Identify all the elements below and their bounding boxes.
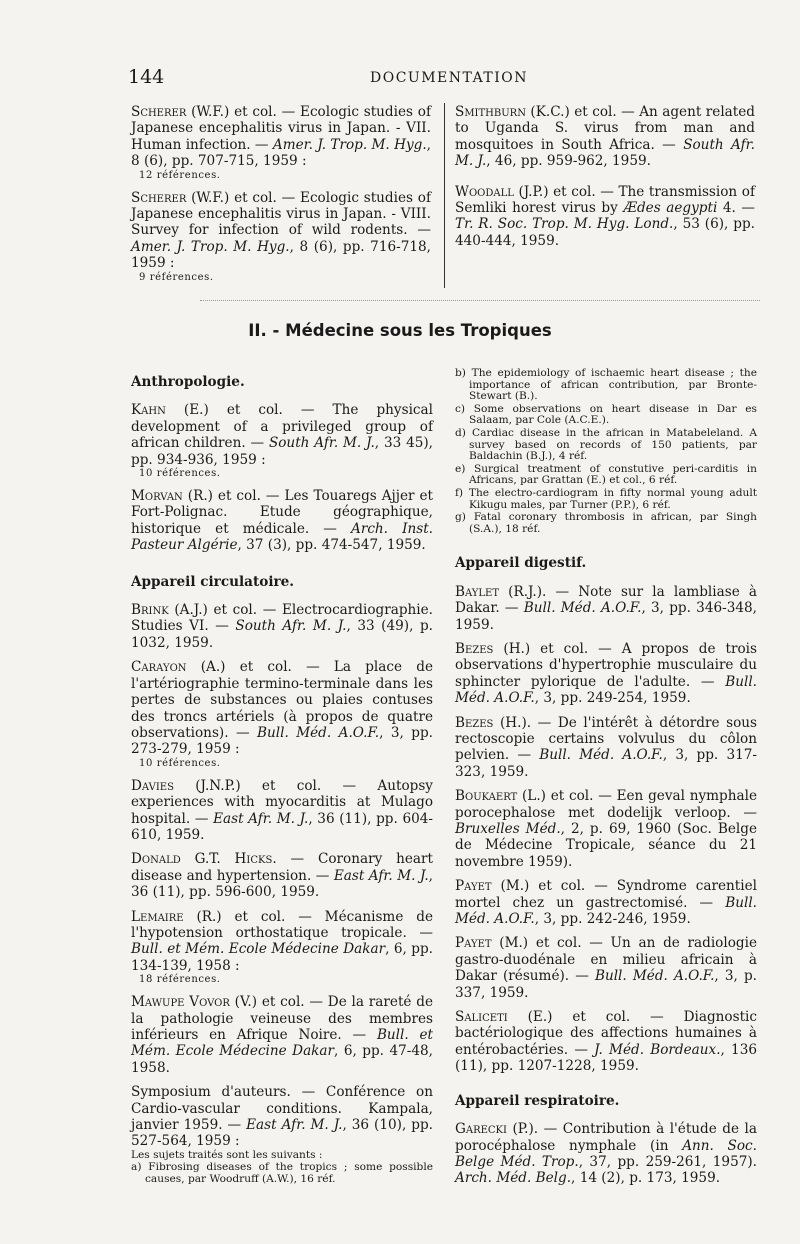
entry-text: (E.) et col. — Diagnostic bactériologique des affections humaines à entérobactéries. —	[455, 1009, 757, 1058]
entry-tail: , 36 (10), pp. 527-564, 1959 :	[131, 1117, 433, 1150]
reference-entry	[455, 935, 757, 1001]
subsection-heading: Appareil circulatoire.	[131, 573, 295, 590]
entry-journal: South Afr. M. J.	[455, 136, 755, 170]
reference-entry	[131, 659, 433, 757]
entry-journal: South Afr. M. J.	[235, 618, 347, 635]
reference-entry	[131, 851, 433, 900]
entry-journal: Ann. Soc. Belge Méd. Trop.	[455, 1137, 757, 1170]
reference-count: 18 références.	[139, 974, 221, 986]
entry-tail: , 6, pp. 134-139, 1958 :	[131, 941, 433, 974]
entry-tail-2: , 53 (6), pp. 440-444, 1959.	[455, 216, 755, 249]
entry-text: (M.) et col. — Syndrome carentiel mortel chez un gastrectomisé. —	[455, 878, 757, 911]
entry-journal: Bull. Méd. A.O.F.	[455, 894, 757, 928]
reference-entry	[455, 1009, 757, 1075]
entry-text: (K.C.) et col. — An agent related to Uganda S. virus from man and mosquitoes in South Africa. —	[455, 104, 755, 153]
entry-tail: , 6, pp. 47-48, 1958.	[131, 1043, 433, 1076]
entry-tail: , 36 (11), pp. 604-610, 1959.	[131, 810, 433, 843]
entry-text: (J.P.) et col. — The transmission of Semliki horest virus by	[455, 183, 755, 217]
reference-entry	[131, 190, 431, 272]
entry-text: (W.F.) et col. — Ecologic studies of Japanese encephalitis virus in Japan. - VII. Human infection. —	[131, 104, 431, 153]
entry-journal: Amer. J. Trop. M. Hyg.	[131, 238, 290, 255]
entry-journal: Bull. Méd. A.O.F.	[455, 673, 757, 707]
entry-journal: East Afr. M. J.	[213, 810, 309, 827]
symposium-item: b) The epidemiology of ischaemic heart disease ; the importance of african contribution, par Bronte-Stewart (B.).	[455, 367, 757, 403]
entry-tail: , 3, pp. 317-323, 1959.	[455, 747, 757, 780]
reference-entry	[455, 584, 757, 633]
entry-text: (E.) et col. — The physical development of a privileged group of african children. —	[131, 402, 433, 452]
entry-journal: Bull. Méd. A.O.F.	[539, 747, 663, 764]
entry-text: (R.) et col. — Mécanisme de l'hypotension orthostatique tropicale. —	[131, 908, 433, 941]
reference-count: 12 références.	[139, 169, 221, 181]
page-number: 144	[128, 66, 165, 88]
entry-tail: , 3, pp. 242-246, 1959.	[534, 911, 691, 928]
entry-journal: East Afr. M. J.	[246, 1117, 343, 1134]
entry-journal: Bull. Méd. A.O.F.	[594, 968, 715, 985]
reference-entry	[455, 788, 757, 870]
reference-count: 10 références.	[139, 468, 221, 480]
reference-entry	[455, 715, 757, 781]
entry-journal: J. Méd. Bordeaux.	[594, 1041, 721, 1058]
entry-journal: South Afr. M. J.	[268, 435, 375, 452]
entry-author: Woodall	[455, 183, 514, 200]
entry-author: Davies	[131, 777, 174, 794]
entry-tail: , 33 45), pp. 934-936, 1959 :	[131, 435, 433, 468]
entry-author: Bezes	[455, 714, 494, 731]
entry-author: Saliceti	[455, 1009, 508, 1026]
symposium-item: d) Cardiac disease in the african in Matabeleland. A survey based on records of 150 patients, par Baldachin (B.J.), 4 réf.	[455, 426, 757, 463]
reference-entry	[131, 488, 433, 554]
reference-count: 9 références.	[139, 271, 214, 283]
entry-tail: , 8 (6), pp. 716-718, 1959 :	[131, 238, 431, 272]
reference-entry	[455, 184, 755, 250]
column-divider	[444, 103, 445, 288]
reference-count: 10 références.	[139, 757, 221, 769]
entry-text: (J.N.P.) et col. — Autopsy experiences with myocarditis at Mulago hospital. —	[131, 777, 433, 827]
entry-author: Scherer	[131, 104, 187, 120]
symposium-item: e) Surgical treatment of constutive peri-carditis in Africans, par Grattan (E.) et col., 6 réf.	[455, 462, 757, 487]
entry-text: . — Coronary heart disease and hypertension. —	[131, 851, 433, 884]
reference-entry	[131, 602, 433, 651]
entry-tail: , 2, p. 69, 1960 (Soc. Belge de Médecine Tropicale, séance du 21 novembre 1959).	[455, 821, 757, 870]
entry-author: Baylet	[455, 583, 500, 600]
entry-author: Scherer	[131, 189, 187, 206]
top-left-column	[131, 104, 431, 292]
entry-author: Garecki	[455, 1121, 507, 1138]
symposium-item: a) Fibrosing diseases of the tropics ; some possible causes, par Woodruff (A.W.), 16 réf.	[131, 1161, 433, 1186]
entry-journal: Ædes aegypti	[623, 200, 718, 217]
entry-tail-2: , 14 (2), p. 173, 1959.	[571, 1170, 721, 1187]
entry-text: (M.) et col. — Un an de radiologie gastro-duodénale en milieu africain à Dakar (résumé). —	[455, 935, 757, 985]
entry-author: Bezes	[455, 640, 494, 657]
entry-journal: Bull. et Mém. Ecole Médecine Dakar	[131, 941, 386, 958]
entry-text: (R.J.). — Note sur la lambliase à Dakar. —	[455, 583, 757, 617]
entry-journal: Amer. J. Trop. M. Hyg.	[272, 136, 427, 153]
reference-entry	[455, 104, 755, 170]
entry-author: Brink	[131, 602, 169, 619]
subsection-heading: Appareil respiratoire.	[455, 1092, 620, 1109]
entry-text: Symposium d'auteurs. — Conférence on Cardio-vascular conditions. Kampala, janvier 1959. —	[131, 1084, 433, 1134]
left-column	[131, 374, 433, 1187]
entry-author: Carayon	[131, 659, 187, 676]
entry-journal: Bull. et Mém. Ecole Médecine Dakar	[131, 1027, 434, 1060]
symposium-item: g) Fatal coronary thrombosis in african, par Singh (S.A.), 18 réf.	[455, 511, 757, 535]
subsection-heading: Appareil digestif.	[455, 555, 587, 572]
entry-journal: Bull. Méd. A.O.F.	[523, 600, 642, 617]
entry-tail: , 37, pp. 259-261, 1957).	[578, 1153, 758, 1170]
entry-tail: , 3, pp. 346-348, 1959.	[455, 600, 757, 633]
symposium-intro: Les sujets traités sont les suivants :	[131, 1148, 323, 1161]
reference-entry	[131, 1084, 433, 1150]
entry-text: (A.) et col. — La place de l'artériographie termino-terminale dans les pertes de substances ou plaies contuses des troncs artériels (à propos de quatre observations). —	[131, 659, 433, 741]
entry-author: Donald G.T. Hicks	[131, 851, 273, 868]
entry-author: Lemaire	[131, 908, 184, 925]
entry-author: Kahn	[131, 402, 166, 419]
entry-tail: , 37 (3), pp. 474-547, 1959.	[237, 537, 426, 554]
entry-journal: Bull. Méd. A.O.F.	[257, 724, 380, 741]
entry-text: (R.) et col. — Les Touaregs Ajjer et Fort-Polignac. Etude géographique, historique et médicale. —	[131, 488, 433, 537]
entry-text: (W.F.) et col. — Ecologic studies of Japanese encephalitis virus in Japan. - VIII. Survey for infection of wild rodents. —	[131, 189, 431, 239]
entry-tail: , 46, pp. 959-962, 1959.	[486, 153, 651, 170]
entry-text: (H.). — De l'intérêt à détordre sous rectoscopie certains volvulus du côlon pelvien. —	[455, 714, 757, 764]
entry-text: (V.) et col. — De la rareté de la pathologie veineuse des membres inférieurs en Afrique Noire. —	[131, 994, 433, 1043]
reference-entry	[131, 104, 431, 170]
entry-author: Morvan	[131, 488, 183, 505]
entry-tail: , 3, pp. 249-254, 1959.	[534, 690, 691, 707]
reference-entry	[455, 641, 757, 707]
entry-text: (P.). — Contribution à l'étude de la porocéphalose nymphale (in	[455, 1121, 757, 1154]
entry-tail: 4. —	[717, 200, 755, 217]
right-column	[455, 368, 757, 1195]
entry-journal-2: Arch. Méd. Belg.	[455, 1170, 572, 1187]
entry-author: Payet	[455, 935, 492, 952]
entry-journal: Bruxelles Méd.	[455, 821, 561, 837]
entry-tail: , 3, p. 337, 1959.	[455, 968, 757, 1001]
entry-journal-2: Tr. R. Soc. Trop. M. Hyg. Lond.	[455, 216, 674, 233]
entry-author: Smithburn	[455, 104, 526, 120]
symposium-topics-continued	[455, 368, 757, 535]
symposium-topics	[131, 1150, 433, 1186]
entry-journal: Arch. Inst. Pasteur Algérie	[131, 520, 433, 554]
reference-entry	[455, 1121, 757, 1187]
reference-entry	[131, 994, 433, 1076]
entry-author: Mawupe Vovor	[131, 994, 230, 1011]
top-right-column	[455, 104, 755, 257]
entry-tail: , 3, pp. 273-279, 1959 :	[131, 724, 433, 758]
reference-entry	[455, 878, 757, 927]
symposium-item: f) The electro-cardiogram in fifty normal young adult Kikugu males, par Turner (P.P.), 6 réf.	[455, 486, 757, 511]
section-title: II. - Médecine sous les Tropiques	[248, 321, 552, 340]
entry-text: (H.) et col. — A propos de trois observations d'hypertrophie musculaire du sphincter pylorique de l'adulte. —	[455, 640, 757, 690]
entry-tail: , 136 (11), pp. 1207-1228, 1959.	[455, 1041, 757, 1075]
entry-tail: , 8 (6), pp. 707-715, 1959 :	[131, 136, 431, 170]
entry-tail: , 36 (11), pp. 596-600, 1959.	[131, 867, 433, 901]
entry-author: Payet	[455, 878, 492, 895]
reference-entry	[131, 909, 433, 975]
entry-tail: , 33 (49), p. 1032, 1959.	[131, 618, 433, 651]
running-head: DOCUMENTATION	[370, 70, 529, 86]
entry-author: Boukaert	[455, 788, 518, 805]
reference-entry	[131, 778, 433, 844]
reference-entry	[131, 402, 433, 468]
entry-text: (L.) et col. — Een geval nymphale porocephalose met dodelijk verloop. —	[455, 788, 757, 821]
symposium-item: c) Some observations on heart disease in Dar es Salaam, par Cole (A.C.E.).	[455, 402, 757, 427]
entry-journal: East Afr. M. J.	[333, 867, 429, 884]
subsection-heading: Anthropologie.	[131, 374, 245, 390]
entry-text: (A.J.) et col. — Electrocardiographie. Studies VI. —	[131, 602, 433, 635]
section-separator	[200, 300, 760, 302]
